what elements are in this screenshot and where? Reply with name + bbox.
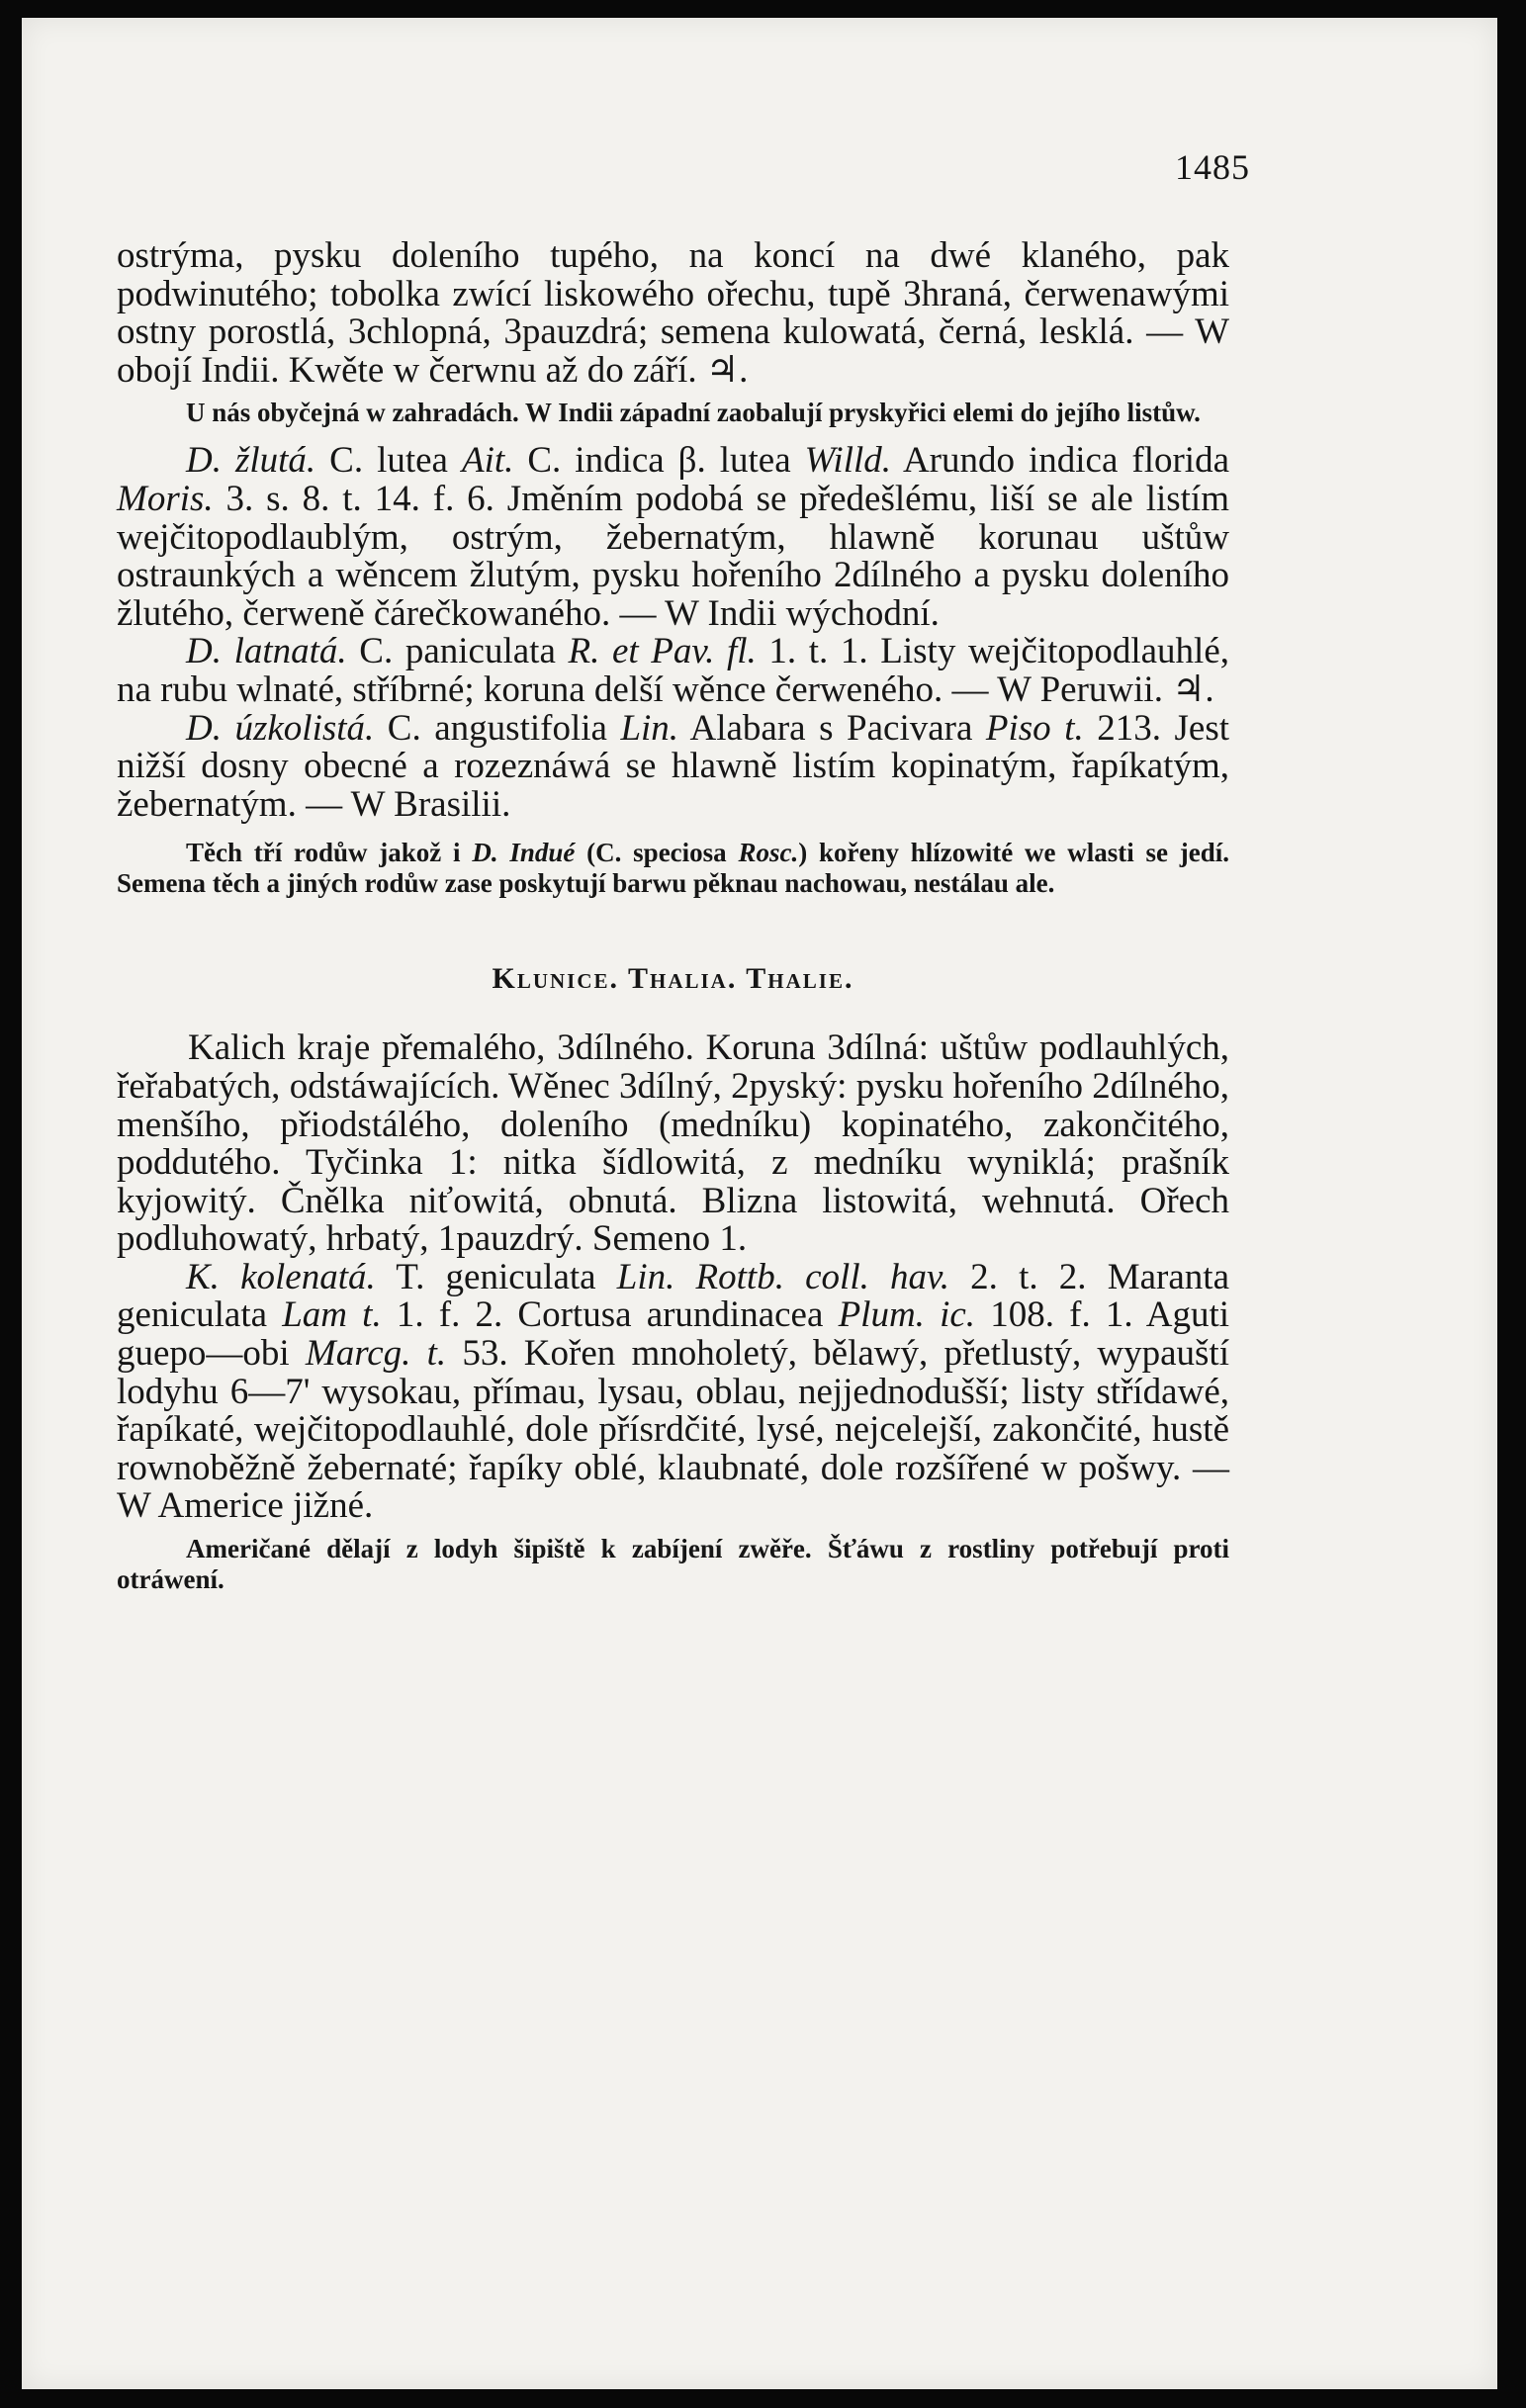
page-number: 1485 <box>1175 147 1250 187</box>
text-run: 213. Jest nižší dosny obecné a rozeznáwá se hlawně listím kopinatým, řapíkatým, žebernatým. — W Brasilii. <box>117 707 1230 825</box>
author-citation: Lam t. <box>282 1294 382 1336</box>
note-paragraph-roots <box>117 838 1229 899</box>
paragraph-canna-continued <box>117 237 1229 390</box>
section-heading: Klunice. Thalia. Thalie. <box>492 962 854 996</box>
text-run: Těch tří rodůw jakož i <box>186 838 473 868</box>
author-citation: Piso t. <box>985 707 1084 749</box>
text-run: 108. f. 1. Aguti guepo—obi <box>117 1294 1230 1375</box>
text-run: 1. t. 1. Listy wejčitopodlauhlé, na rubu wlnaté, stříbrné; koruna delší wěnce čerweného. — W Peruwii. ♃. <box>117 631 1230 710</box>
page-content <box>117 136 1229 1595</box>
text-run: C. angustifolia <box>374 707 621 749</box>
author-citation: R. et Pav. fl. <box>568 631 757 672</box>
text-run: ostrýma, pysku doleního tupého, na koncí na dwé klaného, pak podwinutého; tobolka zwící liskowého ořechu, tupě 3hraná, čerwenawými ostny porostlá, 3chlopná, 3pauzdrá; semena kulowatá, černá, lesklá. — W obojí Indii. Kwěte w čerwnu až do září. ♃. <box>117 235 1229 391</box>
text-run: ) kořeny hlízowité we wlasti se jedí. Semena těch a jiných rodůw zase poskytují barwu pěknau nachowau, nestálau ale. <box>117 838 1229 899</box>
text-run: Američané dělají z lodyh šipiště k zabíjení zwěře. Šťáwu z rostliny potřebují proti otráwení. <box>117 1534 1229 1595</box>
genus-description-thalia <box>117 1029 1229 1259</box>
species-name: D. žlutá. <box>186 440 316 482</box>
species-entry-kolenata <box>117 1256 1230 1527</box>
note-paragraph-americans <box>117 1534 1229 1595</box>
text-run: Alabara s Pacivara <box>678 707 986 749</box>
author-citation: Rosc. <box>738 838 799 868</box>
species-entry-latnata <box>117 633 1229 709</box>
species-name: D. Indué <box>472 838 576 868</box>
author-citation: Ait. <box>461 440 514 482</box>
text-run: C. indica β. lutea <box>513 440 805 482</box>
species-entry-zluta <box>117 442 1229 633</box>
text-run: (C. speciosa <box>575 838 739 868</box>
text-run: C. paniculata <box>346 631 569 672</box>
species-name: K. kolenatá. <box>186 1256 376 1297</box>
species-name: D. latnatá. <box>186 631 347 672</box>
text-run: 1. f. 2. Cortusa arundinacea <box>381 1294 839 1336</box>
text-run: Arundo indica florida <box>891 440 1230 482</box>
text-run: 53. Kořen mnoholetý, bělawý, přetlustý, wypauští lodyhu 6—7' wysokau, přímau, lysau, oblau, nejjednodušší; listy střídawé, řapíkaté, wejčitopodlauhlé, dole přísrdčité, lysé, nejcelejší, zakončité, hustě rownoběžně žebernaté; řapíky oblé, klaubnaté, dole rozšířené w pošwy. — W Americe jižné. <box>117 1333 1229 1527</box>
text-run: 3. s. 8. t. 14. f. 6. Jměním podobá se předešlému, liší se ale listím wejčitopodlaublým, ostrým, žebernatým, hlawně korunau uštůw ostraunkých a wěncem žlutým, pysku hořeního 2dílného a pysku doleního žlutého, čerweně čárečkowaného. — W Indii wýchodní. <box>117 478 1229 634</box>
author-citation: Lin. <box>620 707 679 749</box>
text-run: Kalich kraje přemalého, 3dílného. Koruna 3dílná: uštůw podlauhlých, řeřabatých, odstáwajících. Wěnec 3dílný, 2pyský: pysku hořeního 2dílného, menšího, přiodstálého, doleního (medníku) kopinatého, zakončitého, poddutého. Tyčinka 1: nitka šídlowitá, z medníku wyniklá; prašník kyjowitý. Čnělka niťowitá, obnutá. Blizna listowitá, wehnutá. Ořech podluhowatý, hrbatý, 1pauzdrý. Semeno 1. <box>117 1027 1229 1260</box>
text-run: 2. t. 2. Maranta geniculata <box>117 1256 1229 1336</box>
note-paragraph-usage <box>117 398 1229 428</box>
text-run: U nás obyčejná w zahradách. W Indii západní zaobalují pryskyřici elemi do jejího listůw. <box>186 398 1201 428</box>
author-citation: Moris. <box>117 478 214 519</box>
author-citation: Willd. <box>804 440 892 482</box>
author-citation: Lin. Rottb. coll. hav. <box>616 1256 949 1297</box>
author-citation: Marcg. t. <box>305 1333 447 1375</box>
author-citation: Plum. ic. <box>838 1294 976 1336</box>
species-name: D. úzkolistá. <box>186 707 375 749</box>
book-page <box>22 18 1497 2389</box>
text-run: C. lutea <box>315 440 462 482</box>
text-run: T. geniculata <box>375 1256 617 1297</box>
species-entry-uzkolista <box>117 707 1230 825</box>
